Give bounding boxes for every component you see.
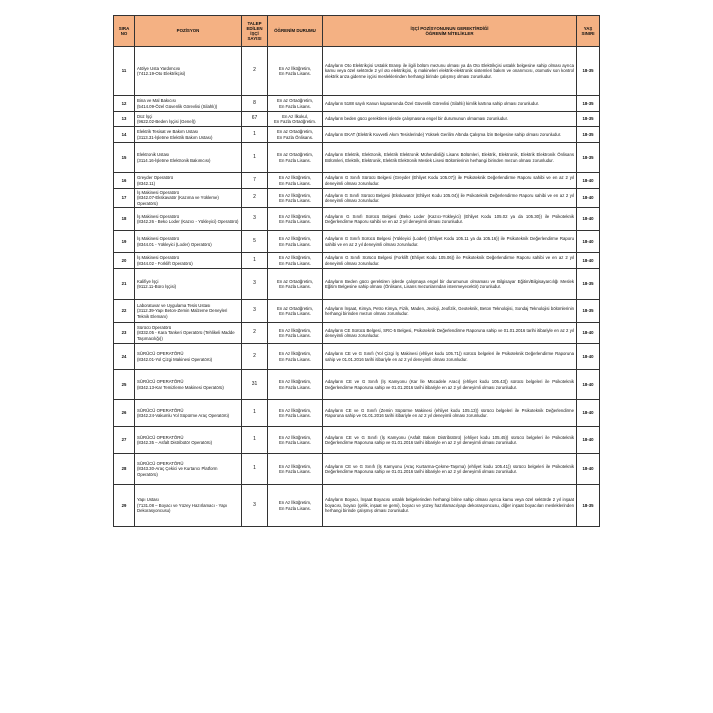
row-worker-count: 1 (242, 454, 268, 485)
row-requirements: Adayların Elektrik, Elektronik, Elektrik Elektronik Mühendisliği Lisans Bölümleri, Elektrik, Elektronik, Elektrik Elektronik Önlisans Bölümleri, Elektrik, Elektronik, Elektrik Elektronik Meslek Lisesi Bölümlerinin herhangi birinden mezun olması zorunludur. (323, 143, 577, 173)
header-position: POZİSYON (135, 16, 242, 47)
row-age-limit: 18-35 (577, 112, 600, 127)
row-number: 12 (114, 96, 135, 112)
row-position: SÜRÜCÜ OPERATÖRÜ (8343.30-Araç Çekici ve Kurtarıcı Platform Operatörü) (135, 454, 242, 485)
row-position: İş Makinesi Operatörü (8342.26 - Beko Loder (Kazıcı - Yükleyici) Operatörü) (135, 208, 242, 231)
row-requirements: Adayların EKAT (Elektrik Kuvvetli Akım Tesislerinde) Yüksek Gerilim Altında Çalışma İzin Belgesine sahip olması zorunludur. (323, 127, 577, 143)
row-number: 21 (114, 269, 135, 300)
row-requirements: Adayların Boyacı, İnşaat Boyacısı ustalık belgelerinden herhangi birine sahip olması ayrıca kamu veya özel sektörde 2 yıl inşaat boyacısı, boyacı (çelik, inşaat ve gemi), boyacı ve yüzey hazırlamacı/yapı dekorasyoncusu, diğer inşaat boyacıları mesleklerinden herhangi birinde çalışmış olması zorunludur. (323, 485, 577, 527)
row-requirements: Adayların G Sınıfı Sürücü Belgesi (Yükleyici (Loder) (Ehliyet Kodu 105.11 ya da 105.16)) ile Psikoteknik Değerlendirme Raporu sahibi ve en az 2 yıl deneyimli olması zorunludur. (323, 231, 577, 253)
row-education: En Az İlköğretim, En Fazla Lisans. (268, 454, 323, 485)
table-row (114, 427, 600, 454)
table-row (114, 300, 600, 323)
table-row (114, 127, 600, 143)
row-requirements: Adayların CE ve G Sınıfı (İş Kamyonu (Kar İle Mücadele Aracı) (ehliyet kodu 105.43)) sürücü belgeleri ile Psikoteknik Değerlendirme Raporuna sahip ve 01.01.2016 tarihi itibariyle en az 2 yıl deneyimli olması zorunludur. (323, 370, 577, 400)
row-education: En Az İlköğretim, En Fazla Lisans. (268, 231, 323, 253)
row-worker-count: 8 (242, 96, 268, 112)
row-education: En az Ortaöğretim, En Fazla Önlisans. (268, 127, 323, 143)
row-age-limit: 18-40 (577, 231, 600, 253)
row-worker-count: 1 (242, 143, 268, 173)
row-position: Sürücü Operatörü (8332.05 - Kara Tankeri Operatörü (Tehlikeli Madde Taşımacılığı)) (135, 323, 242, 344)
table-row (114, 253, 600, 269)
row-education: En Az İlköğretim, En Fazla Lisans. (268, 400, 323, 427)
table-row (114, 344, 600, 370)
row-position: SÜRÜCÜ OPERATÖRÜ (8342.35 – Asfalt Distribütör Operatörü) (135, 427, 242, 454)
row-number: 22 (114, 300, 135, 323)
table-row (114, 96, 600, 112)
row-number: 18 (114, 208, 135, 231)
row-number: 27 (114, 427, 135, 454)
row-education: En Az İlköğretim, En Fazla Lisans. (268, 323, 323, 344)
row-age-limit: 18-35 (577, 300, 600, 323)
row-number: 20 (114, 253, 135, 269)
row-education: En az Ortaöğretim, En Fazla Lisans. (268, 269, 323, 300)
job-positions-table (113, 15, 600, 527)
row-number: 16 (114, 173, 135, 189)
row-number: 11 (114, 47, 135, 96)
table-row (114, 47, 600, 96)
row-requirements: Adayların İnşaat, Kimya, Petro Kimya, Fizik, Maden, Jeoloji, Jeofizik, Geoteknik, Beton Teknolojisi, Sondaj Teknolojisi bölümlerinin herhangi birinden mezun olması zorunludur. (323, 300, 577, 323)
table-row (114, 143, 600, 173)
row-position: İş Makinesi Operatörü (8344.01 - Yükleyici (Loder) Operatörü) (135, 231, 242, 253)
row-worker-count: 2 (242, 47, 268, 96)
row-worker-count: 2 (242, 189, 268, 208)
row-age-limit: 18-35 (577, 269, 600, 300)
header-age-limit: YAŞ SINIRI (577, 16, 600, 47)
row-requirements: Adayların beden gücü gerektiren işlerde çalışmasına engel bir durumunun olmaması zorunludur. (323, 112, 577, 127)
row-number: 17 (114, 189, 135, 208)
header-row (114, 16, 600, 47)
row-number: 26 (114, 400, 135, 427)
row-age-limit: 18-40 (577, 454, 600, 485)
row-worker-count: 1 (242, 427, 268, 454)
row-worker-count: 7 (242, 173, 268, 189)
header-sira-no: SIRA NO (114, 16, 135, 47)
row-position: Elektronik Ustası (3114.16-İşletme Elektronik Bakımcısı) (135, 143, 242, 173)
row-worker-count: 3 (242, 300, 268, 323)
row-age-limit: 18-35 (577, 127, 600, 143)
row-number: 29 (114, 485, 135, 527)
row-worker-count: 5 (242, 231, 268, 253)
row-age-limit: 18-40 (577, 400, 600, 427)
row-education: En Az İlkokul, En Fazla Ortaöğretim. (268, 112, 323, 127)
row-position: Düz İşçi (9622.02-Beden İşçisi (Genel)) (135, 112, 242, 127)
row-position: İş Makinesi Operatörü (8342.07-Ekskavatör (Kazıma ve Yükleme) Operatörü) (135, 189, 242, 208)
row-education: En Az İlköğretim, En Fazla Lisans. (268, 189, 323, 208)
row-education: En Az İlköğretim, En Fazla Lisans. (268, 208, 323, 231)
row-number: 15 (114, 143, 135, 173)
table-row (114, 208, 600, 231)
row-number: 25 (114, 370, 135, 400)
row-requirements: Adayların CE ve G Sınıfı (Yol Çizgi İş Makinesi (ehliyet kodu 105.71)) sürücü belgeleri ile Psikoteknik Değerlendirme Raporuna sahip ve 01.01.2016 tarihi itibariyle en az 2 yıl deneyimli olması zorunludur. (323, 344, 577, 370)
row-position: SÜRÜCÜ OPERATÖRÜ (8342.13-Kar Temizleme Makinesi Operatörü) (135, 370, 242, 400)
row-age-limit: 18-40 (577, 323, 600, 344)
row-requirements: Adayların G Sınıfı Sürücü Belgesi (Beko Loder (Kazıcı-Yükleyici) (Ehliyet Kodu 105.02 ya da 105.30)) ile Psikoteknik Değerlendirme Raporu sahibi ve en az 2 yıl deneyimli olması zorunludur. (323, 208, 577, 231)
row-worker-count: 3 (242, 269, 268, 300)
row-worker-count: 1 (242, 253, 268, 269)
row-age-limit: 18-40 (577, 370, 600, 400)
row-position: Laboratuvar ve Uygulama Tesis Ustası (3112.39-Yapı Beton-Zemin Malzeme Deneyleri Teknik Elemanı) (135, 300, 242, 323)
table-row (114, 370, 600, 400)
row-position: Atölye Usta Yardımcısı (7412.19-Oto Elektrikçisi) (135, 47, 242, 96)
row-education: En Az İlköğretim, En Fazla Lisans. (268, 485, 323, 527)
row-requirements: Adayların CE Sürücü Belgesi, SRC-5 Belgesi, Psikoteknik Değerlendirme Raporuna sahip ve 01.01.2016 tarihi itibariyle en az 2 yıl deneyimli olması zorunludur. (323, 323, 577, 344)
row-number: 19 (114, 231, 135, 253)
row-education: En Az İlköğretim, En Fazla Lisans. (268, 253, 323, 269)
row-age-limit: 18-40 (577, 344, 600, 370)
row-education: En az Ortaöğretim, En Fazla Lisans. (268, 300, 323, 323)
row-age-limit: 18-35 (577, 143, 600, 173)
row-worker-count: 2 (242, 344, 268, 370)
row-age-limit: 18-40 (577, 253, 600, 269)
row-education: En Az İlköğretim, En Fazla Lisans. (268, 370, 323, 400)
table-row (114, 400, 600, 427)
row-worker-count: 1 (242, 400, 268, 427)
row-requirements: Adayların Beden gücü gerektiren işlerde çalışmaya engel bir durumunun olmaması ve Bilgisayar Eğitim/Bilgisayarcılığı Meslek Eğitim Belgesine sahip olması (Önlisans, Lisans mezunlarından istenmeyecektir) zorunludur. (323, 269, 577, 300)
row-position: Kalifiye İşçi (9112.11-Büro İşçisi) (135, 269, 242, 300)
row-worker-count: 1 (242, 127, 268, 143)
row-position: Yapı Ustası (7131.08 – Boyacı ve Yüzey Hazırlamacı - Yapı Dekorasyoncusu) (135, 485, 242, 527)
row-number: 24 (114, 344, 135, 370)
row-education: En Az İlköğretim, En Fazla Lisans. (268, 47, 323, 96)
row-worker-count: 3 (242, 485, 268, 527)
row-requirements: Adayların 5188 sayılı Kanun kapsamında Özel Güvenlik Görevlisi (Silahlı) kimlik kartına sahip olması zorunludur. (323, 96, 577, 112)
header-education: ÖĞRENİM DURUMU (268, 16, 323, 47)
row-requirements: Adayların CE ve G Sınıfı (Zemin Süpürme Makinesi (ehliyet kodu 105.13)) sürücü belgeleri ile Psikoteknik Değerlendirme Raporuna sahip ve 01.01.2016 tarihi itibariyle en az 2 yıl deneyimli olması zorunludur. (323, 400, 577, 427)
row-age-limit: 18-40 (577, 427, 600, 454)
header-worker-count: TALEP EDİLEN İŞÇİ SAYISI (242, 16, 268, 47)
row-requirements: Adayların CE ve G Sınıfı (İş Kamyonu (Araç Kurtarma-Çekme-Taşıma) (ehliyet kodu 105.41)) sürücü belgeleri ile Psikoteknik Değerlendirme Raporuna sahip ve 01.01.2016 tarihi itibariyle en az 2 yıl deneyimli olması zorunludur. (323, 454, 577, 485)
row-worker-count: 3 (242, 208, 268, 231)
row-position: SÜRÜCÜ OPERATÖRÜ (8342.01-Yol Çizgi Makinesi Operatörü) (135, 344, 242, 370)
row-age-limit: 18-35 (577, 96, 600, 112)
row-position: İş Makinesi Operatörü (8344.02 - Forklift Operatörü) (135, 253, 242, 269)
row-age-limit: 18-40 (577, 208, 600, 231)
row-requirements: Adayların G Sınıfı Sürücü Belgesi (Forklift (Ehliyet Kodu 105.06)) ile Psikoteknik Değerlendirme Raporu sahibi ve en az 2 yıl deneyimli olması zorunludur. (323, 253, 577, 269)
row-number: 28 (114, 454, 135, 485)
row-requirements: Adayların G Sınıfı Sürücü Belgesi (Greyder (Ehliyet Kodu 105.07)) ile Psikoteknik Değerlendirme Raporu sahibi ve en az 2 yıl deneyimli olması zorunludur. (323, 173, 577, 189)
table-row (114, 485, 600, 527)
row-age-limit: 18-35 (577, 485, 600, 527)
row-education: En Az İlköğretim, En Fazla Lisans. (268, 427, 323, 454)
row-worker-count: 31 (242, 370, 268, 400)
row-number: 13 (114, 112, 135, 127)
table-row (114, 231, 600, 253)
row-worker-count: 67 (242, 112, 268, 127)
table-row (114, 269, 600, 300)
table-body (114, 47, 600, 527)
row-education: En az Ortaöğretim, En Fazla Lisans. (268, 96, 323, 112)
header-requirements: İŞÇİ POZİSYONUNUN GEREKTİRDİĞİ ÖĞRENİM NİTELİKLER (323, 16, 577, 47)
row-position: SÜRÜCÜ OPERATÖRÜ (8342.24-Vakumlu Yol Süpürme Araç Operatörü) (135, 400, 242, 427)
row-age-limit: 18-40 (577, 189, 600, 208)
row-number: 23 (114, 323, 135, 344)
table-row (114, 454, 600, 485)
row-education: En az Ortaöğretim, En Fazla Lisans. (268, 143, 323, 173)
row-age-limit: 18-35 (577, 47, 600, 96)
row-number: 14 (114, 127, 135, 143)
row-position: Elektrik Tesisat ve Bakım Ustası (3113.31-İşletme Elektrik Bakım Ustası) (135, 127, 242, 143)
row-requirements: Adayların Oto Elektrikçisi Ustalık Branşı ile ilgili bölüm mezunu olması ya da Oto Elektrikçisi ustalık belgesine sahip olması ayrıca kamu veya özel sektörde 2 yıl oto elektrikçisi, iş makineleri elektrik-elektronik sistemleri bakım ve onarımcısı, otomotiv son kontrol elektrik arıza giderme işçisi mesleklerinden herhangi birinde çalışmış olması zorunludur. (323, 47, 577, 96)
row-requirements: Adayların G Sınıfı Sürücü Belgesi (Ekskavatör (Ehliyet Kodu 105.04)) ile Psikoteknik Değerlendirme Raporu sahibi ve en az 2 yıl deneyimli olması zorunludur. (323, 189, 577, 208)
row-age-limit: 18-40 (577, 173, 600, 189)
row-position: Greyder Operatörü (8342.11) (135, 173, 242, 189)
table-row (114, 189, 600, 208)
row-requirements: Adayların CE ve G Sınıfı (İş Kamyonu (Asfalt Bakım Distribütörü) (ehliyet kodu 105.45)) sürücü belgeleri ile Psikoteknik Değerlendirme Raporuna sahip ve 01.01.2016 tarihi itibariyle en az 2 yıl deneyimli olması zorunludur. (323, 427, 577, 454)
row-education: En Az İlköğretim, En Fazla Lisans. (268, 173, 323, 189)
table-row (114, 173, 600, 189)
row-worker-count: 2 (242, 323, 268, 344)
row-education: En Az İlköğretim, En Fazla Lisans. (268, 344, 323, 370)
table-row (114, 323, 600, 344)
row-position: Bina ve Mal Bakıcısı (5414.09-Özel Güvenlik Görevlisi (Silahlı)) (135, 96, 242, 112)
table-header (114, 16, 600, 47)
table-row (114, 112, 600, 127)
